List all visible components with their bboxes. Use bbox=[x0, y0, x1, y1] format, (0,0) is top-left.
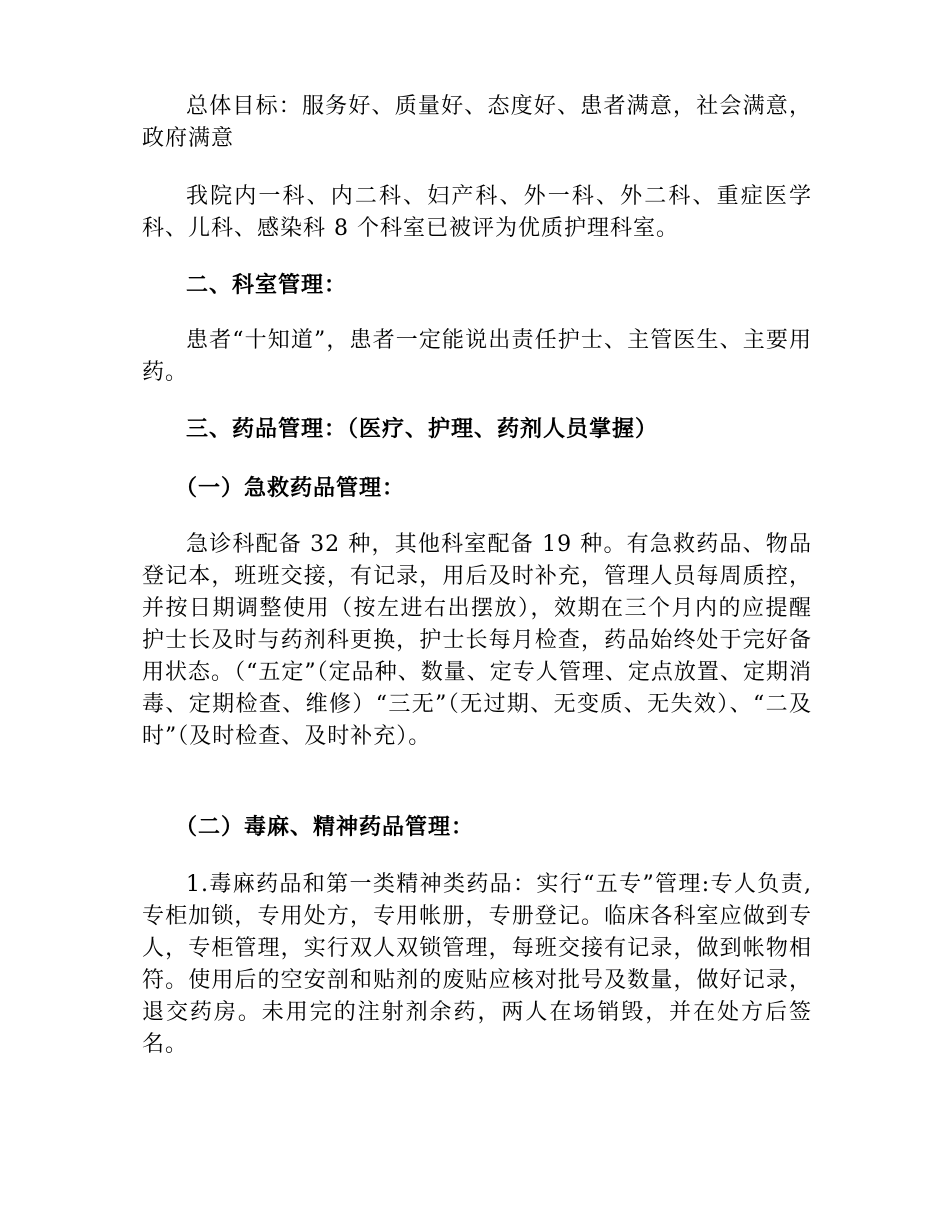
paragraph-narcotic-drugs: 1.毒麻药品和第一类精神类药品：实行“五专”管理:专人负责,专柜加锁，专用处方，专用帐册，专册登记。临床各科室应做到专人，专柜管理，实行双人双锁管理，每班交接有记录，做到帐物相符。使用后的空安剖和贴剂的废贴应核对批号及数量，做好记录，退交药房。未用完的注射剂余药，两人在场销毁，并在处方后签名。 bbox=[142, 872, 812, 1057]
paragraph-emergency-drugs: 急诊科配备 32 种，其他科室配备 19 种。有急救药品、物品登记本，班班交接，有记录，用后及时补充，管理人员每周质控，并按日期调整使用（按左进右出摆放），效期在三个月内的应提醒护士长及时与药剂科更换，护士长每月检查，药品始终处于完好备用状态。（“五定”（定品种、数量、定专人管理、定点放置、定期消毒、定期检查、维修）“三无”（无过期、无变质、无失效）、“二及时”（及时检查、及时补充）。 bbox=[142, 532, 812, 749]
heading-narcotic-drugs: （二）毒麻、精神药品管理： bbox=[175, 814, 475, 840]
heading-emergency-drugs: （一）急救药品管理： bbox=[175, 475, 406, 501]
heading-drug-management: 三、药品管理：（医疗、护理、药剂人员掌握） bbox=[186, 416, 659, 442]
paragraph-quality-departments: 我院内一科、内二科、妇产科、外一科、外二科、重症医学科、儿科、感染科 8 个科室已被评为优质护理科室。 bbox=[142, 184, 812, 241]
heading-department-management: 二、科室管理： bbox=[186, 272, 348, 298]
paragraph-overall-goal: 总体目标：服务好、质量好、态度好、患者满意，社会满意，政府满意 bbox=[142, 94, 812, 151]
paragraph-patient-knowledge: 患者“十知道”，患者一定能说出责任护士、主管医生、主要用药。 bbox=[142, 328, 812, 385]
